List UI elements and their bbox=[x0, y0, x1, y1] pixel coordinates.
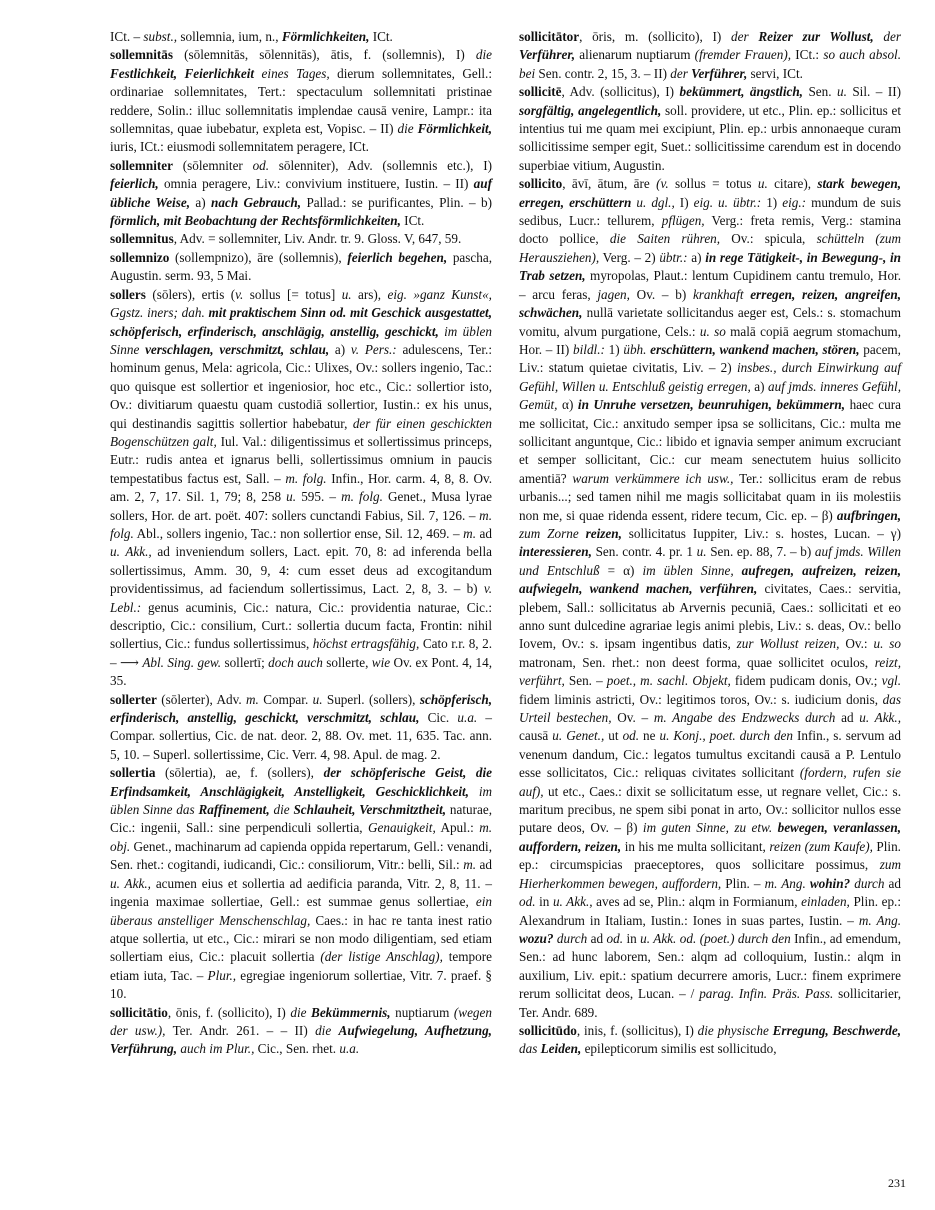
italic-annotation: die Saiten rühren, bbox=[609, 231, 721, 247]
entry-text: Sen. ep. 88, 7. – b) bbox=[706, 544, 815, 560]
entry-text: dierum sollemnitates, Gell.: ordinariae sollemnitates, Tert.: spectaculum sollemnitati pristinae reddere, Solin.: illuc sollemnitatis implendae causā venire, Lampr.: ita sollemnitas, quae iubebatur, expleta est, Vopisc. – II) bbox=[110, 65, 493, 137]
entry-text bbox=[734, 563, 742, 578]
entry-text: sollus [= totus] bbox=[243, 286, 342, 302]
german-gloss: in Unruhe versetzen, beunruhigen, bekümmern, bbox=[577, 397, 845, 413]
dictionary-entry bbox=[110, 249, 492, 286]
italic-annotation: so auch absol. bei bbox=[519, 47, 902, 81]
entry-text: Caes.: in hac re tanta inest ratio atque sollertia, ut etc., Cic.: mirari se non modo diligentiam, sed etiam sollertiam eius, Cic.: placuit sollertia bbox=[110, 912, 492, 965]
dictionary-entry bbox=[519, 1022, 901, 1059]
italic-annotation: v. Pers.: bbox=[350, 341, 397, 357]
italic-annotation: u. Akk. od. (poet.) durch den bbox=[640, 930, 791, 946]
italic-annotation: ein überaus anstelliger Menschenschlag, bbox=[110, 894, 492, 928]
entry-text: haec cura me sollicitat, Cic.: anxitudo semper ipsa se sollicitans, Cic.: multa me sollicitant anguntque, Cic.: libido et ignavia semper animum excruciant et semper sollicitant, Cic.: cur meam senectutem huius sollicito amentiā? bbox=[519, 397, 901, 486]
italic-annotation: die bbox=[269, 802, 294, 818]
entry-text: Plin. ep.: Alexandrum in Italiam, Iustin.: Iones in suas partes, Iustin. – bbox=[519, 894, 902, 928]
entry-text: egregiae ingeniorum sollertiae, Vitr. 7. praef. § 10. bbox=[110, 967, 493, 1002]
entry-text: , ōris, m. (sollicito), I) bbox=[579, 29, 731, 44]
entry-text: soll. providere, ut etc., Plin. ep.: sollicitus et intentius tui me quam mei excipiunt, Plin. ep.: urbis annonaeque curam sollicitissime semper egit, Suet.: sollicitissime carendum est in docendo superbiae vitium, Augustin. bbox=[519, 102, 901, 173]
entry-text: alienarum nuptiarum bbox=[575, 47, 695, 63]
entry-text: Ter.: sollicitus eram de rebus urbanis...; sed tamen nihil me magis sollicitabat quam in iis molestiis non me, si quae ridenda essent, ridere tecum, Cic. ep. – β) bbox=[519, 470, 901, 523]
entry-text: Compar. bbox=[258, 691, 313, 707]
german-gloss: in rege Tätigkeit-, in Bewegung-, in Trab setzen, bbox=[519, 249, 901, 284]
entry-text: ICt.: bbox=[791, 47, 824, 63]
entry-text: a) bbox=[329, 341, 351, 357]
entry-text: ICt. bbox=[400, 213, 425, 229]
italic-annotation: wie bbox=[371, 654, 391, 670]
left-column bbox=[110, 28, 492, 1059]
entry-headword: sollemnitus bbox=[110, 231, 174, 247]
italic-annotation: reizen (zum Kaufe), bbox=[769, 838, 873, 854]
entry-text: iuris, ICt.: eiusmodi sollemnitatem peragere, ICt. bbox=[110, 139, 369, 155]
entry-text: ad bbox=[587, 930, 607, 946]
italic-annotation: m. Ang. bbox=[858, 912, 901, 928]
german-gloss: stark bewegen, erregen, erschüttern bbox=[519, 176, 902, 210]
entry-text: Infin., Hor. carm. 4, 8, 8. Ov. am. 2, 7, 17. Sil. 1, 79; 8, 258 bbox=[110, 470, 493, 505]
right-column bbox=[519, 28, 901, 1059]
german-gloss: feierlich, bbox=[110, 176, 159, 192]
italic-annotation: u.a. bbox=[339, 1041, 360, 1057]
entry-text: (sollempnizo), āre (sollemnis), bbox=[169, 249, 348, 265]
entry-text: sollertī; bbox=[221, 654, 269, 670]
entry-text: servi, ICt. bbox=[747, 65, 803, 81]
entry-text: , inis, f. (sollicitus), I) bbox=[576, 1022, 698, 1038]
italic-annotation: insbes., durch Einwirkung auf Gefühl, Willen u. Entschluß geistig erregen, bbox=[519, 360, 901, 394]
italic-annotation: der bbox=[670, 65, 692, 81]
german-gloss: feierlich begehen, bbox=[347, 249, 448, 265]
german-gloss: Erregung, Beschwerde, bbox=[772, 1022, 901, 1038]
entry-text: ad bbox=[476, 857, 493, 873]
dictionary-entry bbox=[110, 230, 492, 248]
italic-annotation: zur Wollust reizen, bbox=[736, 636, 840, 652]
entry-text: mundum de suis sedibus, Lucr.: tellurem, bbox=[519, 194, 901, 229]
german-gloss: Leiden, bbox=[540, 1041, 582, 1057]
italic-annotation: od. bbox=[606, 930, 624, 946]
entry-text: omnia peragere, Liv.: convivium instituere, Iustin. – II) bbox=[158, 176, 474, 192]
entry-text: adulescens, Ter.: hominum genus, Mela: agricola, Cic.: Ulixes, Ov.: sollers ingenio, Tac.: quo quisque est sollertior et ingeniosior, hoc etc., Cic.: sollertior isto, Ov.: divitiarum quaestu quam custodiā sollertior, Iustin.: ex his unus, qui destinandis sagittis sollertior habebatur, bbox=[110, 341, 493, 431]
italic-annotation: u. Akk., bbox=[110, 544, 152, 560]
italic-annotation: u. Akk., bbox=[110, 875, 151, 891]
italic-annotation: u. bbox=[696, 544, 707, 560]
dictionary-entry bbox=[110, 1004, 492, 1059]
italic-annotation: durch bbox=[854, 875, 885, 891]
dictionary-entry bbox=[519, 83, 901, 175]
entry-text: Cic., Sen. rhet. bbox=[254, 1041, 340, 1057]
italic-annotation: u. so bbox=[873, 636, 901, 652]
dictionary-entry bbox=[519, 175, 901, 1022]
entry-text: 595. – bbox=[296, 489, 342, 505]
italic-annotation: u. bbox=[341, 286, 352, 302]
entry-headword: sollemnitās bbox=[110, 47, 174, 63]
entry-text: ICt. bbox=[369, 29, 393, 44]
entry-text: Genet., Musa lyrae sollers, Hor. de art. poët. 407: sollers cunctandi Fabius, Sil. 7, 126. – bbox=[110, 489, 492, 523]
entry-text bbox=[469, 784, 479, 799]
entry-text: 1) bbox=[761, 194, 783, 210]
entry-text: Ov. – bbox=[611, 710, 654, 726]
dictionary-entry bbox=[110, 46, 492, 156]
entry-text: civitates, Caes.: servitia, plebem, Sall.: sollicitatus ab Arvernis pecuniā, Caes.: sollicitati et eo anno sunt dulcedine agrariae legis animi plebis, Liv.: s. deas, Ov.: bello Iovem, Ov.: s. ipsam ingentibus datis, bbox=[519, 581, 901, 652]
entry-text: ICt. – bbox=[110, 29, 144, 44]
german-gloss: Verführer, bbox=[519, 47, 576, 63]
german-gloss: mit praktischem Sinn od. mit Geschick ausgestattet, schöpferisch, erfinderisch, anschlägig, anstellig, geschickt, bbox=[110, 305, 493, 339]
italic-annotation: od. bbox=[519, 894, 536, 910]
entry-text: (sōlemniter bbox=[173, 157, 253, 173]
entry-text: a) bbox=[750, 378, 769, 394]
german-gloss: erschüttern, wankend machen, stören, bbox=[650, 341, 860, 357]
italic-annotation: m. bbox=[463, 857, 477, 873]
entry-text: Pallad.: se purificantes, Plin. – b) bbox=[301, 194, 492, 210]
entry-text: Cic. bbox=[419, 710, 458, 726]
entry-text: ut etc., Caes.: dixit se sollicitatum esse, ut regnare vellet, Cic.: s. maritum precibus, ne spem sibi ponat in arto, Ov.: sollicitor nullos esse putare deos, Ov. – β) bbox=[519, 783, 901, 836]
entry-text: Ter. Andr. 261. – – II) bbox=[165, 1022, 316, 1038]
italic-annotation: (fremder Frauen), bbox=[694, 47, 792, 63]
entry-text: , āvī, ātum, āre bbox=[562, 176, 657, 192]
italic-annotation: die bbox=[397, 121, 418, 137]
german-gloss: erregen, reizen, angreifen, schwächen, bbox=[519, 286, 901, 321]
page-number: 231 bbox=[888, 1176, 906, 1190]
german-gloss: schöpferisch, erfinderisch, anstellig, geschickt, verschmitzt, schlau, bbox=[110, 691, 492, 726]
german-gloss: der schöpferische Geist, die Erfindsamkeit, Anschlägigkeit, Anstelligkeit, Geschicklichkeit, bbox=[110, 765, 492, 799]
german-gloss: sorgfältig, angelegentlich, bbox=[519, 102, 662, 118]
entry-text: – Compar. sollertius, Cic. de nat. deor. 2, 88. Ov. met. 11, 635. Tac. ann. 5, 10. – Superl. sollertissime, Cic. Verr. 4, 98. Apul. de mag. 2. bbox=[110, 710, 492, 762]
entry-text: nuptiarum bbox=[390, 1004, 454, 1020]
entry-text: Ov. ex Pont. 4, 14, 35. bbox=[110, 654, 492, 689]
entry-text: sollicitarier, Ter. Andr. 689. bbox=[519, 986, 901, 1020]
entry-text: ne bbox=[639, 728, 660, 744]
entry-text: Verg. – 2) bbox=[599, 249, 660, 265]
italic-annotation: der bbox=[873, 29, 901, 44]
entry-headword: sollicitātor bbox=[519, 29, 580, 44]
entry-text: aves ad se, Plin.: alqm in Formianum, bbox=[592, 894, 802, 910]
entry-text: in bbox=[535, 894, 553, 910]
dictionary-entry bbox=[110, 157, 492, 231]
italic-annotation: warum verkümmere ich usw., bbox=[572, 470, 734, 486]
entry-text: Ov. – b) bbox=[629, 286, 693, 302]
italic-annotation: od. bbox=[252, 157, 270, 173]
entry-text: I) bbox=[674, 194, 694, 210]
german-gloss: auf übliche Weise, bbox=[110, 176, 492, 210]
entry-text: in his me multa sollicitant, bbox=[621, 838, 770, 854]
italic-annotation: u. Konj., poet. durch den bbox=[659, 728, 794, 744]
entry-text: Superl. (sollers), bbox=[322, 691, 420, 707]
italic-annotation: einladen, bbox=[801, 894, 850, 910]
entry-text: Apul.: bbox=[435, 820, 480, 836]
italic-annotation: im üblen Sinne das bbox=[110, 783, 492, 818]
entry-text: tempore etiam iuta, Tac. – bbox=[110, 949, 492, 983]
italic-annotation: übh. bbox=[623, 341, 647, 357]
entry-text: citare), bbox=[767, 176, 818, 192]
italic-annotation: zum Zorne bbox=[519, 525, 579, 541]
italic-annotation: die bbox=[315, 1022, 339, 1038]
german-gloss: Raffinement, bbox=[198, 802, 270, 818]
italic-annotation: (v. bbox=[656, 176, 669, 192]
italic-annotation: eig.: bbox=[782, 194, 807, 210]
italic-annotation: das bbox=[519, 1041, 541, 1057]
entry-text: pacem, Liv.: statum quietae civitatis, Liv. – 2) bbox=[519, 341, 901, 376]
entry-text: sollerte, bbox=[322, 654, 372, 670]
entry-text: = α) bbox=[599, 562, 643, 578]
german-gloss: förmlich, mit Beobachtung der Rechtsförmlichkeiten, bbox=[110, 213, 401, 229]
italic-annotation: übtr.: bbox=[659, 249, 688, 265]
german-gloss: Aufwiegelung, Aufhetzung, Verführung, bbox=[110, 1022, 492, 1057]
entry-text: Sen. contr. 4. pr. 1 bbox=[591, 544, 697, 560]
dictionary-entry bbox=[110, 28, 492, 46]
entry-text bbox=[579, 526, 586, 541]
italic-annotation: Plur., bbox=[207, 967, 237, 983]
entry-text: sollemnia, ium, n., bbox=[177, 29, 282, 44]
italic-annotation: m. obj. bbox=[110, 820, 493, 854]
german-gloss: reizen, bbox=[585, 525, 622, 541]
entry-text: naturae, Cic.: ingenii, Sall.: sine perpendiculi sollertia, bbox=[110, 802, 492, 836]
entry-text: ad inveniendum sollers, Lact. epit. 70, 8: ad inferenda bella sollertissimus, Amm. 30, 9, 4: cum esset deus ad excogitandum providentissimus, ad faciendum sollertissimus, Lact. 2, 8, 3. – b) bbox=[110, 544, 492, 597]
entry-text: a) bbox=[190, 194, 212, 210]
entry-text: a) bbox=[687, 249, 706, 265]
italic-annotation: pflügen, bbox=[661, 213, 705, 229]
german-gloss: bewegen, veranlassen, auffordern, reizen, bbox=[519, 820, 902, 854]
entry-text: Cato r.r. 8, 2. – ⟶ bbox=[110, 636, 493, 670]
italic-annotation: u. bbox=[286, 489, 297, 505]
entry-text: α) bbox=[557, 397, 578, 413]
italic-annotation: Abl. Sing. gew. bbox=[142, 654, 222, 670]
german-gloss: Schlauheit, Verschmitztheit, bbox=[293, 802, 447, 818]
italic-annotation: im guten Sinne, zu etw. bbox=[642, 820, 773, 836]
italic-annotation: die bbox=[290, 1004, 312, 1020]
entry-text: ad bbox=[476, 525, 492, 541]
dictionary-entry bbox=[519, 28, 901, 83]
entry-headword: sollemniter bbox=[110, 157, 173, 173]
entry-text: (sōlerter), Adv. bbox=[156, 691, 246, 707]
italic-annotation: reizt, verführt, bbox=[519, 654, 901, 689]
entry-text: Genet., machinarum ad capienda oppida repertarum, Gell.: venandi, Sen. rhet.: cogitandi, iudicandi, Cic.: consiliorum, Vitr.: belli, Sil.: bbox=[110, 838, 492, 873]
italic-annotation: auf jmds. inneres Gefühl, Gemüt, bbox=[519, 378, 901, 413]
german-gloss: interessieren, bbox=[519, 544, 592, 560]
italic-annotation: u.a. bbox=[457, 710, 478, 726]
italic-annotation: bildl.: bbox=[573, 341, 605, 357]
entry-headword: sollers bbox=[110, 286, 146, 302]
entry-text: ad bbox=[835, 710, 860, 726]
italic-annotation: m. folg. bbox=[341, 489, 383, 505]
german-gloss: Festlichkeit, Feierlichkeit bbox=[110, 65, 255, 81]
entry-text: Sen. contr. 2, 15, 3. – II) bbox=[535, 65, 671, 81]
entry-text: Sen. – bbox=[564, 673, 607, 689]
entry-text: Sil. – II) bbox=[846, 84, 902, 100]
italic-annotation: eines Tages, bbox=[254, 65, 330, 81]
italic-annotation: u. Akk., bbox=[552, 894, 593, 910]
entry-text: Iul. Val.: diligentissimus et sollertissimus princeps, Eutr.: rudis antea et ignarus belli, sollertissimus omnium in paucis tempestatibus factus est, Sall. – bbox=[110, 433, 493, 486]
entry-headword: sollicitūdo bbox=[519, 1022, 577, 1038]
entry-text: , Adv. (sollicitus), I) bbox=[561, 84, 680, 100]
italic-annotation: im üblen Sinne, bbox=[642, 562, 734, 578]
german-gloss: verschlagen, verschmitzt, schlau, bbox=[145, 341, 330, 357]
italic-annotation: m. folg. bbox=[110, 507, 492, 541]
italic-annotation: auch im Plur., bbox=[177, 1041, 255, 1057]
entry-text: epilepticorum similis est sollicitudo, bbox=[581, 1041, 777, 1057]
italic-annotation: schütteln (zum Herausziehen), bbox=[519, 231, 902, 265]
german-gloss: bekümmert, ängstlich, bbox=[679, 84, 803, 100]
italic-annotation: (wegen der usw.), bbox=[110, 1004, 492, 1038]
entry-text: fidem liminis astricti, Ov.: legitimos toros, Ov.: s. iudicium donis, bbox=[519, 691, 883, 707]
italic-annotation: od. bbox=[622, 728, 640, 744]
german-gloss: aufregen, aufreizen, reizen, aufwiegeln, wankend machen, verführen, bbox=[519, 562, 901, 597]
italic-annotation: poet., m. sachl. Objekt, bbox=[606, 673, 731, 689]
italic-annotation: das Urteil bestechen, bbox=[519, 691, 901, 726]
italic-annotation: v. bbox=[235, 286, 244, 302]
dictionary-entry bbox=[110, 764, 492, 1003]
german-gloss: aufbringen, bbox=[836, 507, 901, 523]
german-gloss: Bekümmernis, bbox=[311, 1004, 391, 1020]
italic-annotation: m. folg. bbox=[285, 470, 327, 486]
entry-text: Verg.: freta remis, Verg.: stamina docto pollice, bbox=[519, 213, 901, 247]
italic-annotation: u. bbox=[312, 691, 323, 707]
dictionary-entry bbox=[110, 691, 492, 765]
entry-text: Abl., sollers ingenio, Tac.: non sollertior ense, Sil. 12, 469. – bbox=[133, 525, 464, 541]
italic-annotation: u. so bbox=[699, 323, 726, 339]
entry-text: Plin. ep.: circumspicias praeceptores, quos sollicitare possimus, bbox=[519, 838, 901, 873]
entry-text: ars), bbox=[351, 286, 388, 302]
entry-text: malā copiā aegrum stomachum, Hor. – II) bbox=[519, 323, 901, 357]
german-gloss: Verführer, bbox=[691, 65, 748, 81]
italic-annotation: eig. »ganz Kunst«, Ggstz. iners; dah. bbox=[110, 286, 492, 321]
italic-annotation: u. Genet., bbox=[552, 728, 605, 744]
entry-text: , Adv. = sollemniter, Liv. Andr. tr. 9. Gloss. V, 647, 59. bbox=[173, 231, 462, 247]
entry-headword: sollicito bbox=[519, 176, 563, 192]
italic-annotation: parag. Infin. Präs. Pass. bbox=[699, 986, 834, 1002]
italic-annotation: (fordern, rufen sie auf), bbox=[519, 765, 901, 799]
italic-annotation: m. bbox=[246, 691, 259, 707]
entry-headword: sollerter bbox=[110, 691, 157, 707]
entry-text: (sōlemnitās, sōlennitās), ātis, f. (sollemnis), I) bbox=[173, 47, 476, 63]
entry-text: Ov.: spicula, bbox=[720, 231, 817, 247]
entry-text: fidem pudicam donis, Ov.; bbox=[730, 673, 882, 689]
entry-text: Infin., ad emendum, Sen.: ad hunc laborem, Sen.: alqm ad colloquium, Iustin.: alqm in auxilium, Liv. epit.: spatium decurrere amoris, Lucr.: finem exprimere rerum sollicitat deos, Lucan. – / bbox=[519, 930, 901, 1002]
italic-annotation: m. Angabe des Endzwecks durch bbox=[653, 710, 836, 726]
german-gloss: Förmlichkeiten, bbox=[281, 29, 370, 44]
italic-annotation: u. bbox=[837, 84, 847, 100]
german-gloss: Reizer zur Wollust, bbox=[758, 29, 874, 44]
italic-annotation: die bbox=[475, 47, 492, 63]
german-gloss: wohin? bbox=[809, 875, 851, 891]
entry-text: pascha, Augustin. serm. 93, 5 Mai. bbox=[110, 249, 492, 284]
entry-text: ut bbox=[604, 728, 623, 744]
italic-annotation: u. bbox=[757, 176, 768, 192]
entry-text: (sōlers), ertis ( bbox=[145, 286, 236, 302]
entry-text: 1) bbox=[604, 341, 624, 357]
italic-annotation: auf jmds. Willen und Entschluß bbox=[519, 544, 901, 578]
italic-annotation: durch bbox=[556, 930, 588, 946]
entry-text: Infin., s. servum ad venenum dandum, Cic.: legatos tumultus excitandi causā a P. Lentulo esse sollicitatos, Cic.: reliquas civitates sollicitant bbox=[519, 728, 901, 781]
entry-text: Plin. – bbox=[721, 875, 765, 891]
entry-text: (sōlertia), ae, f. (sollers), bbox=[155, 765, 324, 781]
entry-text: Ov.: bbox=[839, 636, 874, 652]
italic-annotation: der für einen geschickten Bogenschützen galt, bbox=[110, 415, 492, 449]
entry-text: sollus = totus bbox=[668, 176, 758, 192]
italic-annotation: der bbox=[731, 29, 759, 44]
italic-annotation: doch auch bbox=[268, 654, 323, 670]
entry-text: genus acuminis, Cic.: natura, Cic.: providentia naturae, Cic.: descriptio, Cic.: consilium, Curt.: sollertia ducum facta, Frontin: nihil sollertius, Cic.: fundus sollertissimus, bbox=[110, 599, 492, 652]
italic-annotation: im üblen Sinne bbox=[110, 323, 492, 357]
italic-annotation: krankhaft bbox=[692, 286, 744, 302]
italic-annotation: höchst ertragsfähig, bbox=[312, 636, 420, 652]
entry-headword: sollertia bbox=[110, 765, 156, 781]
entry-text: acumen eius et sollertia ad aedificia paranda, Vitr. 2, 8, 11. – ingenia maximae sollertiae, Gell.: est summae genus sollertiae, bbox=[110, 875, 492, 910]
italic-annotation: v. Lebl.: bbox=[110, 581, 492, 615]
entry-text: ad bbox=[884, 875, 902, 891]
italic-annotation: u. dgl., bbox=[636, 194, 675, 210]
italic-annotation: eig. u. übtr.: bbox=[693, 194, 762, 210]
entry-text: sōlenniter), Adv. (sollemnis etc.), I) bbox=[269, 157, 492, 173]
dictionary-entry bbox=[110, 286, 492, 691]
italic-annotation: u. Akk., bbox=[859, 710, 901, 726]
italic-annotation: jagen, bbox=[597, 286, 630, 302]
entry-text: Sen. bbox=[802, 84, 837, 100]
entry-text: myropolas, Plaut.: lentum Cupidinem cantu tremulo, Hor. – arcu feras, bbox=[519, 268, 901, 302]
italic-annotation: m. bbox=[463, 525, 476, 541]
german-gloss: wozu? bbox=[519, 930, 554, 946]
entry-text: nullā varietate sollicitandus aeger est, Cels.: s. stomachum vomitu, alvum purgatione, Cels.: bbox=[519, 305, 901, 339]
entry-headword: sollicitātio bbox=[110, 1004, 168, 1020]
german-gloss: Förmlichkeit, bbox=[417, 121, 492, 137]
italic-annotation: vgl. bbox=[881, 673, 902, 689]
entry-text: , ōnis, f. (sollicito), I) bbox=[167, 1004, 291, 1020]
entry-text: matronam, Sen. rhet.: non deest forma, quae sollicitet oculos, bbox=[519, 654, 875, 670]
italic-annotation: subst., bbox=[143, 29, 178, 44]
entry-text: in bbox=[623, 930, 641, 946]
entry-text: causā bbox=[519, 728, 553, 744]
italic-annotation: m. Ang. bbox=[764, 875, 806, 891]
italic-annotation: Genauigkeit, bbox=[368, 820, 436, 836]
italic-annotation: (der listige Anschlag), bbox=[320, 949, 443, 965]
italic-annotation: die physische bbox=[697, 1022, 773, 1038]
entry-text: sollicitatus Iuppiter, Liv.: s. hostes, Lucan. – γ) bbox=[621, 525, 901, 541]
german-gloss: nach Gebrauch, bbox=[211, 194, 302, 210]
italic-annotation: zum Hierherkommen bewegen, auffordern, bbox=[519, 857, 901, 891]
entry-headword: sollicitē bbox=[519, 84, 562, 100]
entry-headword: sollemnizo bbox=[110, 249, 170, 265]
